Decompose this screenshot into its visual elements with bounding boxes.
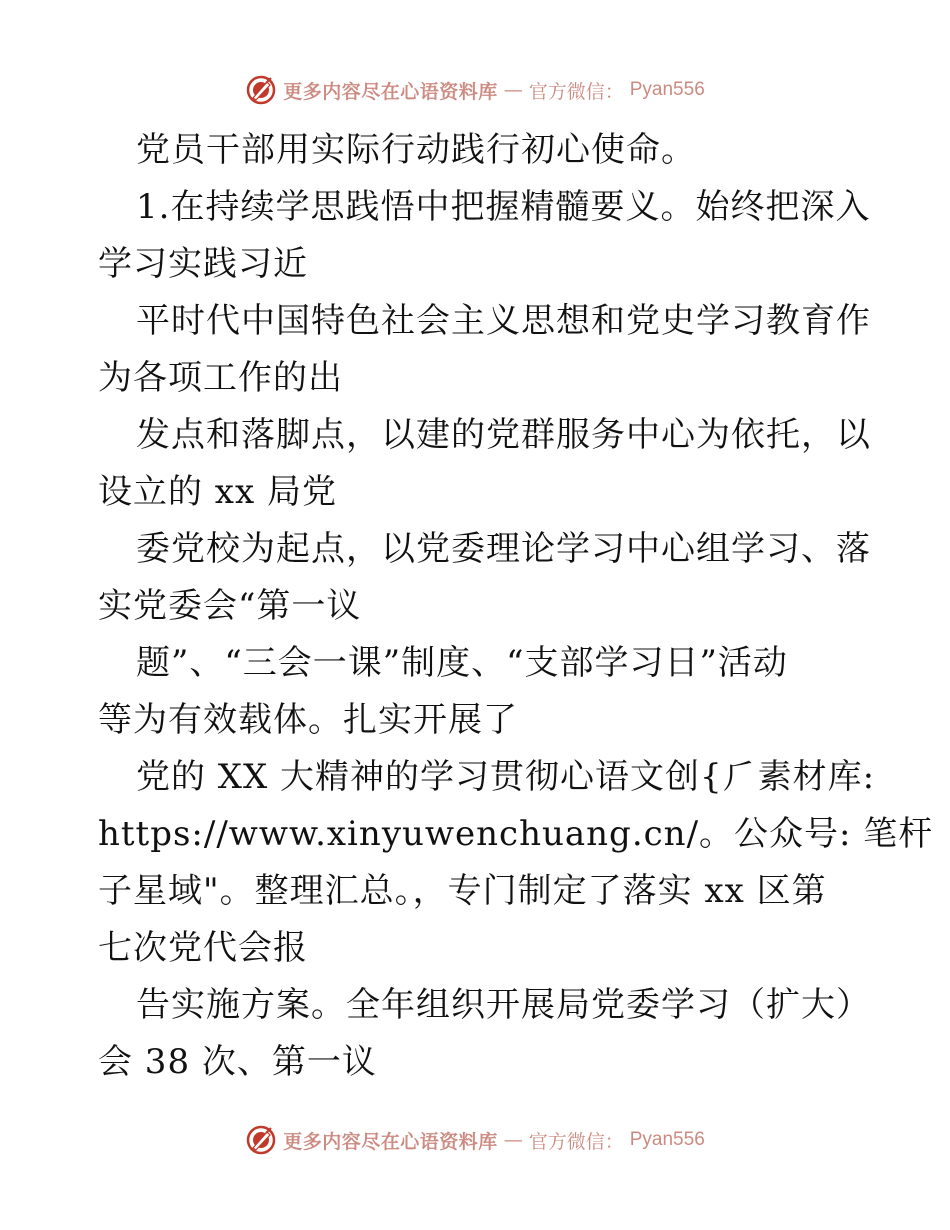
banner-dash: —: [503, 79, 523, 101]
text-line: 题”、“三会一课”制度、“支部学习日”活动: [136, 643, 788, 683]
text-line: 为各项工作的出: [98, 358, 343, 398]
text-line: 1.在持续学思践悟中把握精髓要义。始终把深入: [136, 187, 871, 227]
text-line: 实党委会“第一议: [98, 586, 362, 626]
text-line: 党员干部用实际行动践行初心使命。: [136, 130, 696, 170]
text-line: 等为有效载体。扎实开展了: [98, 700, 518, 740]
text-line: 发点和落脚点，以建的党群服务中心为依托，以: [136, 415, 871, 455]
quill-logo-icon: [245, 1124, 277, 1156]
header-banner: [0, 70, 950, 110]
banner-wechat-id: Pyan556: [629, 79, 705, 100]
banner-wechat-id: Pyan556: [629, 1129, 705, 1150]
text-line: 会 38 次、第一议: [98, 1042, 377, 1082]
text-line: 党的 XX 大精神的学习贯彻心语文创{⺁素材库:: [136, 757, 876, 797]
text-line: https://www.xinyuwenchuang.cn/。公众号: 笔杆: [98, 814, 934, 854]
banner-text: 更多内容尽在心语资料库: [283, 1130, 498, 1153]
text-line: 委党校为起点，以党委理论学习中心组学习、落: [136, 529, 871, 569]
text-line: 平时代中国特色社会主义思想和党史学习教育作: [136, 301, 871, 341]
banner-text: 更多内容尽在心语资料库: [283, 80, 498, 103]
banner-wechat-label: 官方微信：: [528, 1130, 624, 1153]
banner-wechat-label: 官方微信：: [528, 80, 624, 103]
text-line: 设立的 xx 局党: [98, 472, 337, 512]
text-line: 学习实践习近: [98, 244, 308, 284]
text-line: 子星域"。整理汇总。，专门制定了落实 xx 区第: [98, 871, 827, 911]
quill-logo-icon: [245, 74, 277, 106]
text-line: 七次党代会报: [98, 928, 308, 968]
text-line: 告实施方案。全年组织开展局党委学习（扩大）: [136, 985, 871, 1025]
document-body: [98, 122, 934, 1091]
footer-banner: [0, 1120, 950, 1160]
banner-dash: —: [503, 1129, 523, 1151]
